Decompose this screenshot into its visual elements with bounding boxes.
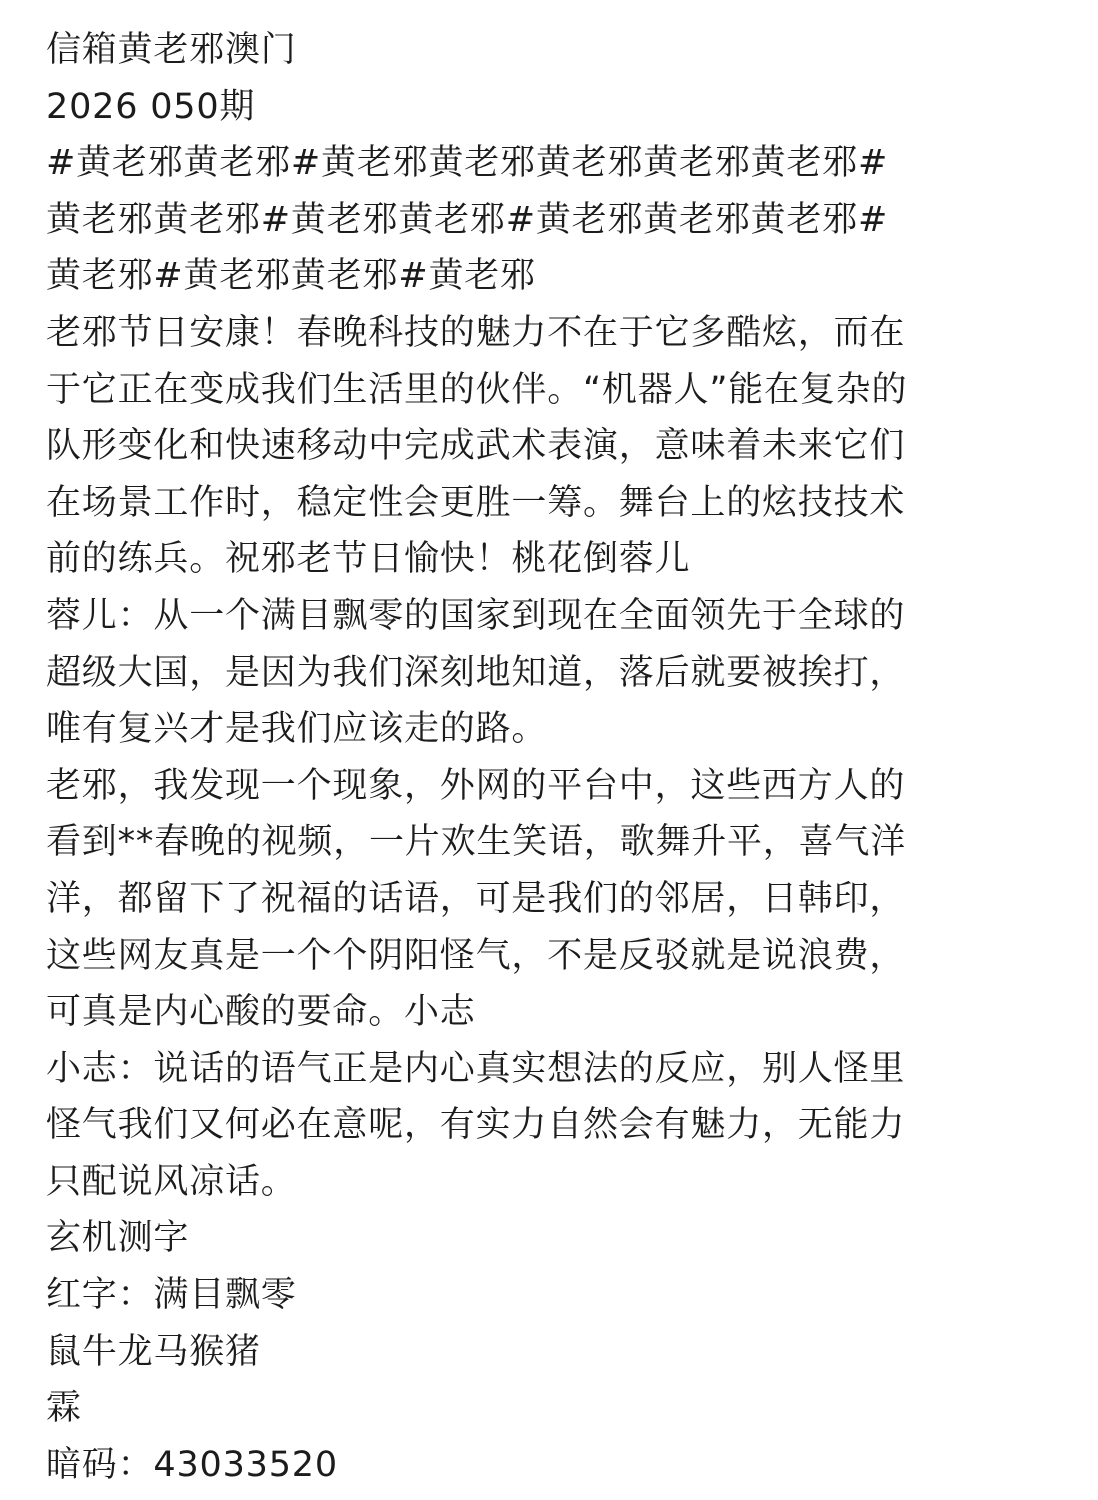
hashtag-line: 黄老邪黄老邪#黄老邪黄老邪#黄老邪黄老邪黄老邪# bbox=[46, 199, 889, 240]
body-text-line: 老邪节日安康！春晚科技的魅力不在于它多酷炫，而在 bbox=[46, 312, 906, 353]
body-text-line: 只配说风凉话。 bbox=[46, 1161, 297, 1202]
body-text-line: 蓉儿：从一个满目飘零的国家到现在全面领先于全球的 bbox=[46, 595, 906, 636]
body-text-line: 小志：说话的语气正是内心真实想法的反应，别人怪里 bbox=[46, 1048, 906, 1089]
zodiac-list: 鼠牛龙马猴猪 bbox=[46, 1331, 261, 1372]
body-text-line: 老邪，我发现一个现象，外网的平台中，这些西方人的 bbox=[46, 765, 906, 806]
section-heading: 玄机测字 bbox=[46, 1218, 190, 1259]
body-text-line: 唯有复兴才是我们应该走的路。 bbox=[46, 709, 548, 750]
secret-code: 暗码：43033520 bbox=[46, 1444, 338, 1485]
body-text-line: 这些网友真是一个个阴阳怪气，不是反驳就是说浪费， bbox=[46, 935, 906, 976]
body-text-line: 怪气我们又何必在意呢，有实力自然会有魅力，无能力 bbox=[46, 1105, 906, 1146]
issue-number: 2026 050期 bbox=[46, 86, 256, 127]
body-text-line: 看到**春晚的视频，一片欢生笑语，歌舞升平，喜气洋 bbox=[46, 822, 907, 863]
body-text-line: 在场景工作时，稳定性会更胜一筹。舞台上的炫技技术 bbox=[46, 482, 906, 523]
red-character-line: 红字：满目飘零 bbox=[46, 1275, 297, 1316]
body-text-line: 于它正在变成我们生活里的伙伴。“机器人”能在复杂的 bbox=[46, 369, 908, 410]
body-text-line: 洋，都留下了祝福的话语，可是我们的邻居，日韩印， bbox=[46, 878, 906, 919]
body-text-line: 超级大国，是因为我们深刻地知道，落后就要被挨打， bbox=[46, 652, 906, 693]
single-character: 霖 bbox=[46, 1388, 82, 1429]
body-text-line: 可真是内心酸的要命。小志 bbox=[46, 992, 476, 1033]
post-text-block bbox=[46, 22, 1056, 1493]
post-title: 信箱黄老邪澳门 bbox=[46, 30, 297, 70]
hashtag-line: 黄老邪#黄老邪黄老邪#黄老邪 bbox=[46, 256, 536, 297]
body-text-line: 前的练兵。祝邪老节日愉快！桃花倒蓉儿 bbox=[46, 539, 691, 580]
hashtag-line: #黄老邪黄老邪#黄老邪黄老邪黄老邪黄老邪黄老邪# bbox=[46, 143, 889, 184]
body-text-line: 队形变化和快速移动中完成武术表演，意味着未来它们 bbox=[46, 426, 906, 467]
